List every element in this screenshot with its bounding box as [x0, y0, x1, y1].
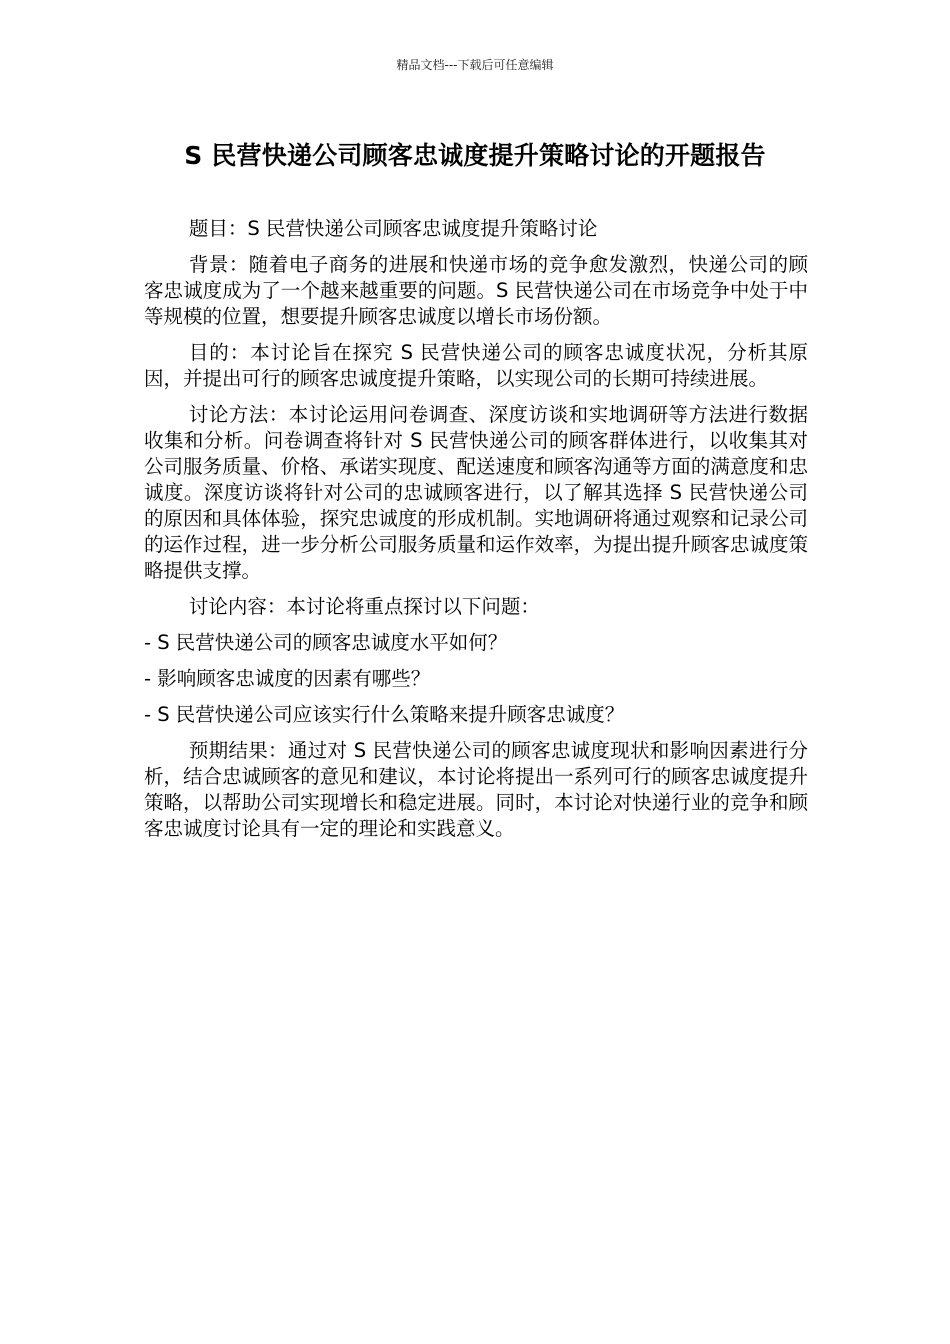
paragraph-topic: 题目：S 民营快递公司顾客忠诚度提升策略讨论 [188, 217, 598, 240]
document-title: S 民营快递公司顾客忠诚度提升策略讨论的开题报告 [184, 141, 766, 170]
paragraph-expected-results: 预期结果：通过对 S 民营快递公司的顾客忠诚度现状和影响因素进行分析，结合忠诚顾客的意见和建议，本讨论将提出一系列可行的顾客忠诚度提升策略，以帮助公司实现增长和稳定进展。同时，本讨论对快递行业的竞争和顾客忠诚度讨论具有一定的理论和实践意义。 [144, 739, 808, 840]
list-item: - S 民营快递公司的顾客忠诚度水平如何？ [144, 631, 508, 654]
list-item: - S 民营快递公司应该实行什么策略来提升顾客忠诚度？ [144, 703, 625, 726]
list-item: - 影响顾客忠诚度的因素有哪些？ [144, 667, 431, 690]
paragraph-purpose: 目的：本讨论旨在探究 S 民营快递公司的顾客忠诚度状况，分析其原因，并提出可行的顾客忠诚度提升策略，以实现公司的长期可持续进展。 [144, 341, 808, 390]
paragraph-background: 背景：随着电子商务的进展和快递市场的竞争愈发激烈，快递公司的顾客忠诚度成为了一个越来越重要的问题。S 民营快递公司在市场竞争中处于中等规模的位置，想要提升顾客忠诚度以增长市场份额。 [144, 253, 808, 328]
header-note: 精品文档---下载后可任意编辑 [396, 58, 554, 72]
paragraph-content: 讨论内容：本讨论将重点探讨以下问题： [188, 595, 540, 618]
paragraph-method: 讨论方法：本讨论运用问卷调查、深度访谈和实地调研等方法进行数据收集和分析。问卷调查将针对 S 民营快递公司的顾客群体进行，以收集其对公司服务质量、价格、承诺实现度、配送速度和顾客沟通等方面的满意度和忠诚度。深度访谈将针对公司的忠诚顾客进行，以了解其选择 S 民营快递公司的原因和具体体验，探究忠诚度的形成机制。实地调研将通过观察和记录公司的运作过程，进一步分析公司服务质量和运作效率，为提出提升顾客忠诚度策略提供支撑。 [144, 403, 808, 582]
document-body [144, 216, 808, 852]
